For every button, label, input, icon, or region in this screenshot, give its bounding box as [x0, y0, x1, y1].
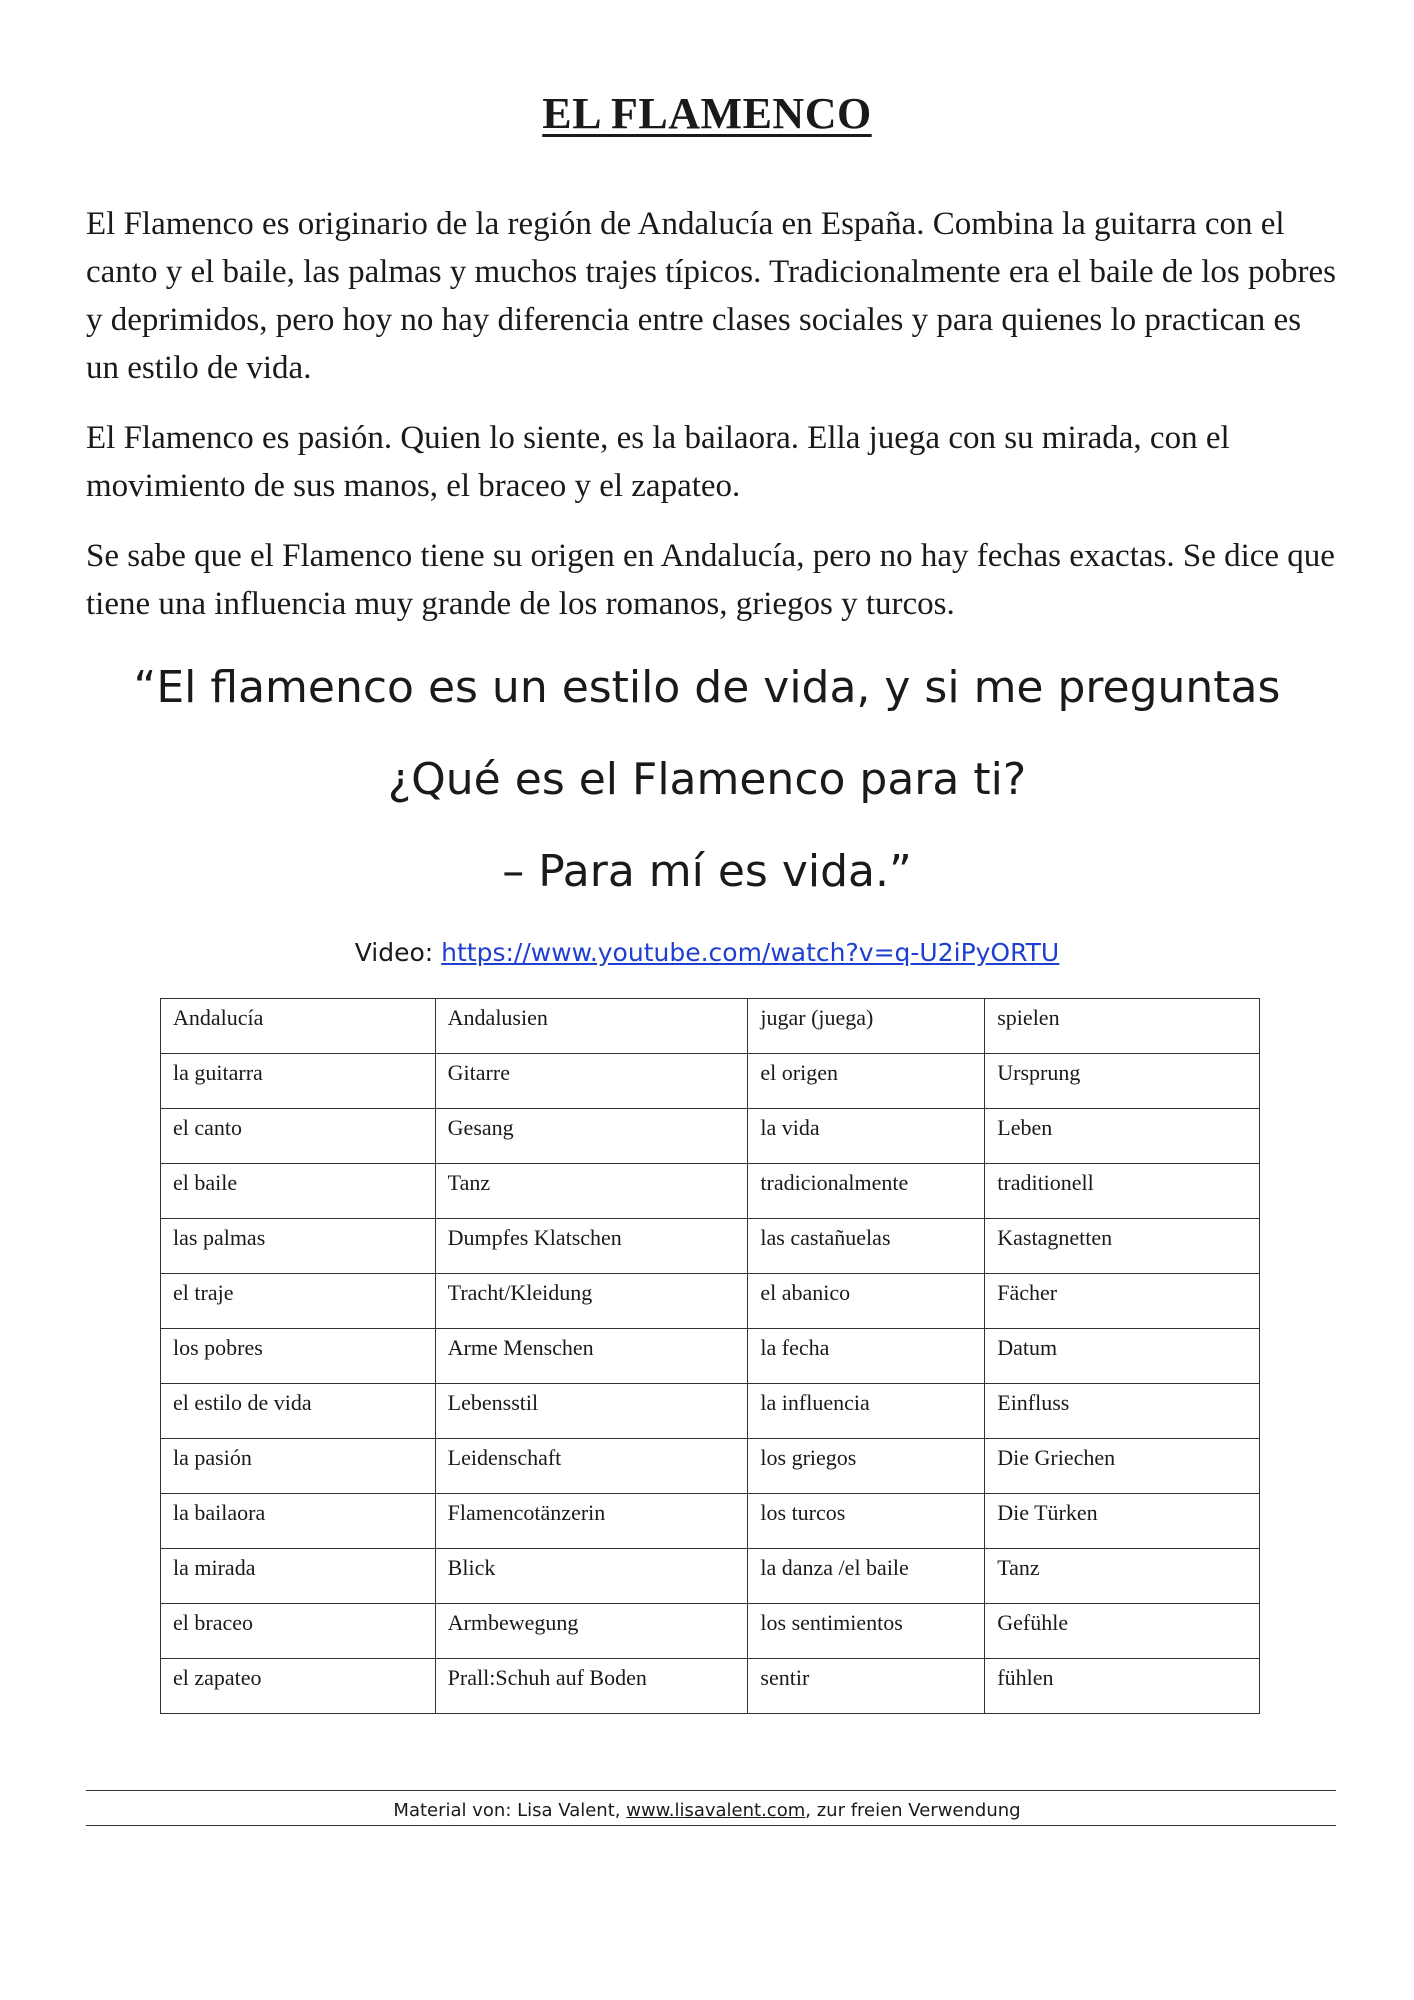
- table-cell: Einfluss: [985, 1384, 1260, 1439]
- paragraph: El Flamenco es originario de la región de Andalucía en España. Combina la guitarra con el canto y el baile, las palmas y muchos trajes típicos. Tradicionalmente era el baile de los pobres y deprimidos, pero hoy no hay diferencia entre clases sociales y para quienes lo practican es un estilo de vida.: [86, 206, 1336, 386]
- paragraph: El Flamenco es pasión. Quien lo siente, es la bailaora. Ella juega con su mirada, con el movimiento de sus manos, el braceo y el zapateo.: [86, 420, 1230, 504]
- table-row: [161, 1109, 1260, 1164]
- table-row: [161, 1384, 1260, 1439]
- table-row: [161, 1494, 1260, 1549]
- table-cell: los sentimientos: [748, 1604, 985, 1659]
- table-cell: la danza /el baile: [748, 1549, 985, 1604]
- vocabulary-table: [160, 998, 1260, 1714]
- video-reference: [0, 938, 1414, 967]
- table-cell: jugar (juega): [748, 999, 985, 1054]
- table-cell: Andalusien: [435, 999, 748, 1054]
- table-cell: el canto: [161, 1109, 436, 1164]
- page-title: EL FLAMENCO: [542, 89, 872, 138]
- table-cell: Gefühle: [985, 1604, 1260, 1659]
- quote-block: [0, 648, 1414, 924]
- table-cell: sentir: [748, 1659, 985, 1714]
- table-row: [161, 1274, 1260, 1329]
- intro-text: [86, 200, 1336, 650]
- table-cell: los turcos: [748, 1494, 985, 1549]
- table-cell: Dumpfes Klatschen: [435, 1219, 748, 1274]
- table-row: [161, 1549, 1260, 1604]
- table-cell: Blick: [435, 1549, 748, 1604]
- video-link[interactable]: https://www.youtube.com/watch?v=q-U2iPyORTU: [441, 938, 1060, 967]
- footer-link[interactable]: www.lisavalent.com: [626, 1800, 806, 1821]
- table-cell: Fächer: [985, 1274, 1260, 1329]
- table-cell: las castañuelas: [748, 1219, 985, 1274]
- table-cell: los griegos: [748, 1439, 985, 1494]
- table-cell: la influencia: [748, 1384, 985, 1439]
- table-cell: los pobres: [161, 1329, 436, 1384]
- footer-divider: [86, 1825, 1336, 1826]
- table-cell: Datum: [985, 1329, 1260, 1384]
- table-cell: la guitarra: [161, 1054, 436, 1109]
- quote-line: “El flamenco es un estilo de vida, y si me preguntas: [133, 662, 1281, 713]
- table-cell: la bailaora: [161, 1494, 436, 1549]
- table-cell: traditionell: [985, 1164, 1260, 1219]
- footer: [0, 1800, 1414, 1821]
- table-cell: Lebensstil: [435, 1384, 748, 1439]
- paragraph: Se sabe que el Flamenco tiene su origen en Andalucía, pero no hay fechas exactas. Se dice que tiene una influencia muy grande de los romanos, griegos y turcos.: [86, 538, 1335, 622]
- table-cell: Leben: [985, 1109, 1260, 1164]
- table-cell: Kastagnetten: [985, 1219, 1260, 1274]
- table-row: [161, 1659, 1260, 1714]
- table-row: [161, 1164, 1260, 1219]
- table-row: [161, 999, 1260, 1054]
- table-cell: la pasión: [161, 1439, 436, 1494]
- table-cell: Prall:Schuh auf Boden: [435, 1659, 748, 1714]
- table-cell: Gesang: [435, 1109, 748, 1164]
- table-cell: la fecha: [748, 1329, 985, 1384]
- table-cell: el braceo: [161, 1604, 436, 1659]
- table-cell: tradicionalmente: [748, 1164, 985, 1219]
- table-cell: las palmas: [161, 1219, 436, 1274]
- table-row: [161, 1054, 1260, 1109]
- table-row: [161, 1604, 1260, 1659]
- table-cell: Die Türken: [985, 1494, 1260, 1549]
- quote-line: ¿Qué es el Flamenco para ti?: [387, 754, 1027, 805]
- table-cell: Ursprung: [985, 1054, 1260, 1109]
- table-cell: fühlen: [985, 1659, 1260, 1714]
- table-cell: el estilo de vida: [161, 1384, 436, 1439]
- table-cell: spielen: [985, 999, 1260, 1054]
- table-cell: el baile: [161, 1164, 436, 1219]
- video-label: Video:: [354, 938, 434, 967]
- footer-prefix: Material von: Lisa Valent,: [393, 1800, 627, 1821]
- table-cell: Arme Menschen: [435, 1329, 748, 1384]
- table-cell: Flamencotänzerin: [435, 1494, 748, 1549]
- table-cell: la vida: [748, 1109, 985, 1164]
- table-row: [161, 1439, 1260, 1494]
- table-cell: la mirada: [161, 1549, 436, 1604]
- footer-divider: [86, 1790, 1336, 1791]
- quote-line: – Para mí es vida.”: [502, 846, 912, 897]
- table-cell: Armbewegung: [435, 1604, 748, 1659]
- table-cell: Tanz: [435, 1164, 748, 1219]
- footer-suffix: , zur freien Verwendung: [805, 1800, 1021, 1821]
- table-cell: Die Griechen: [985, 1439, 1260, 1494]
- table-cell: Tracht/Kleidung: [435, 1274, 748, 1329]
- table-row: [161, 1219, 1260, 1274]
- table-cell: Tanz: [985, 1549, 1260, 1604]
- table-cell: el abanico: [748, 1274, 985, 1329]
- table-row: [161, 1329, 1260, 1384]
- table-cell: el origen: [748, 1054, 985, 1109]
- table-cell: Andalucía: [161, 999, 436, 1054]
- table-cell: Leidenschaft: [435, 1439, 748, 1494]
- table-cell: Gitarre: [435, 1054, 748, 1109]
- table-cell: el zapateo: [161, 1659, 436, 1714]
- table-cell: el traje: [161, 1274, 436, 1329]
